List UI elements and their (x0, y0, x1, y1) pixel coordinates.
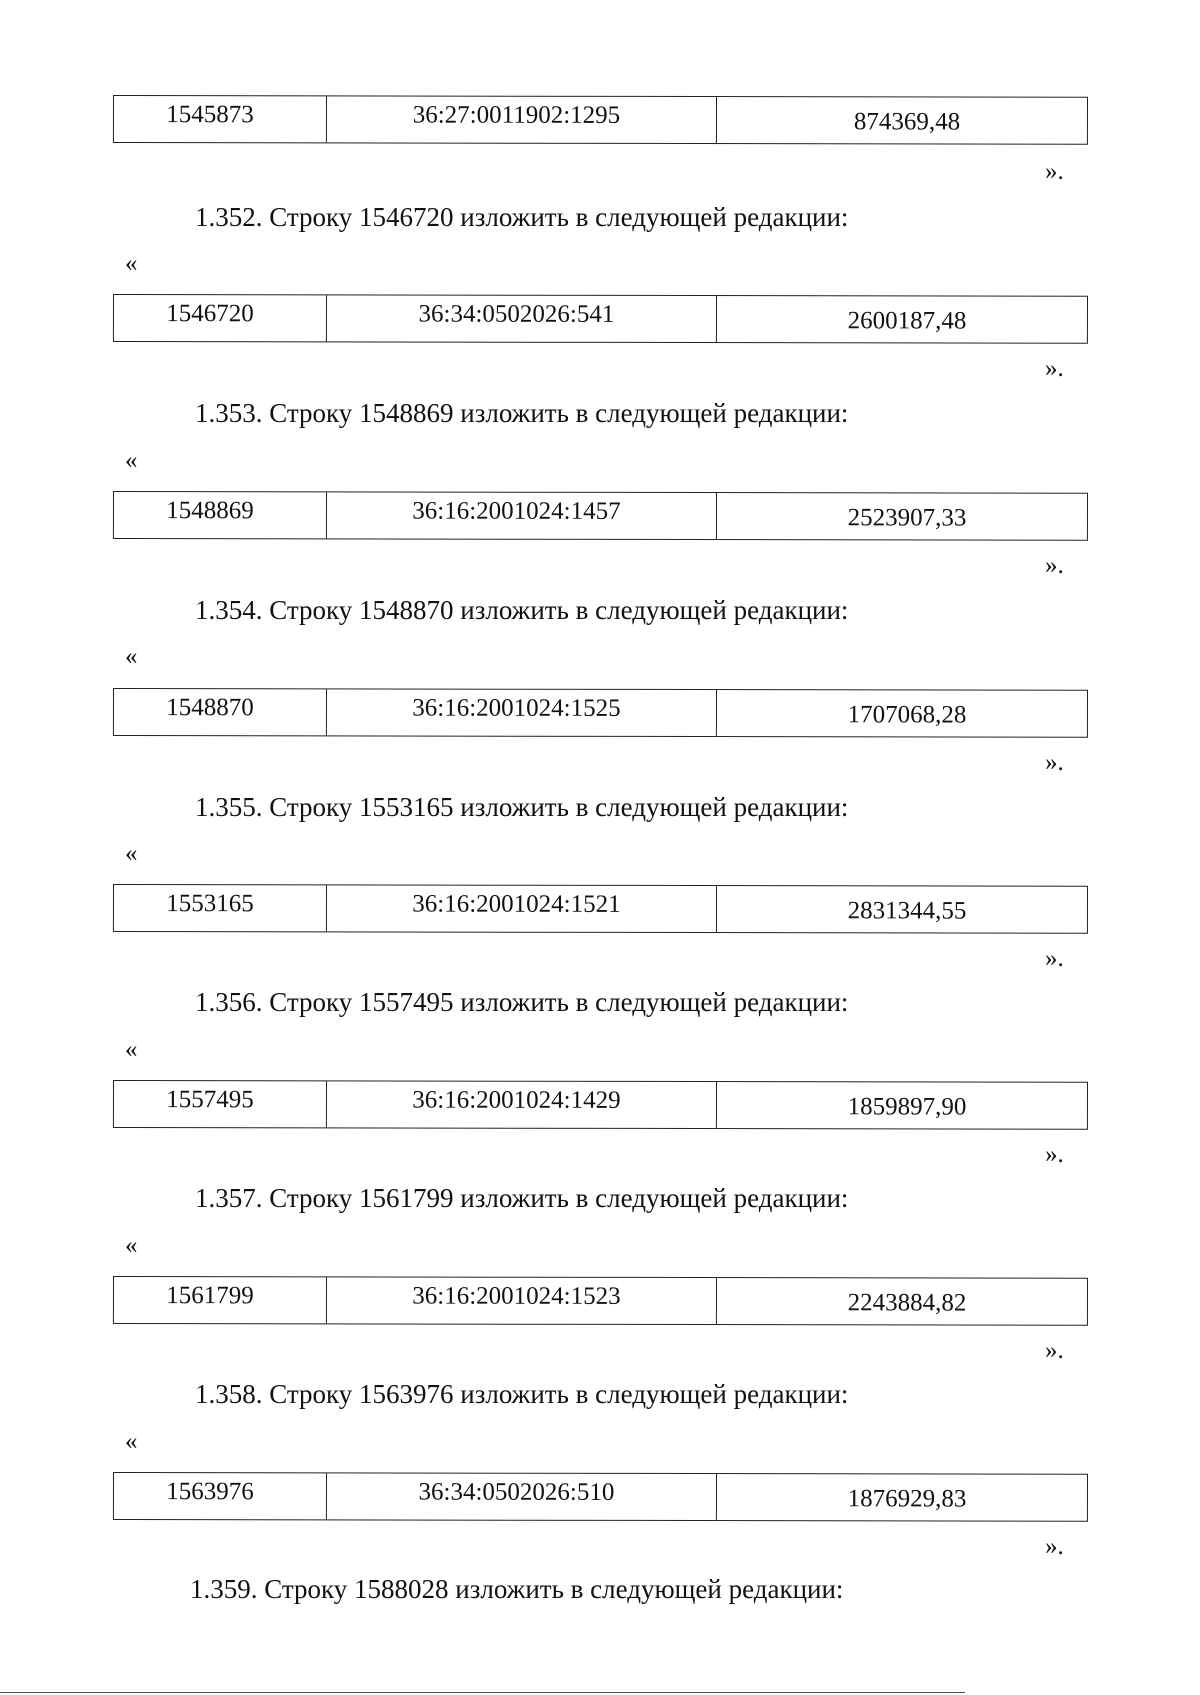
cadastral-value: 2600187,48 (847, 307, 967, 335)
row-number: 1553165 (114, 885, 327, 931)
instruction-text: 1.357. Строку 1561799 изложить в следующей редакции: (195, 1183, 849, 1213)
instruction-text: 1.356. Строку 1557495 изложить в следующей редакции: (195, 987, 849, 1017)
row-number: 1546720 (114, 295, 327, 341)
table-row (113, 1080, 1088, 1130)
closing-quote: ». (1045, 552, 1064, 579)
opening-quote: « (125, 250, 138, 277)
cadastral-value: 1859897,90 (847, 1093, 967, 1121)
table-row (113, 95, 1088, 145)
table-row (113, 1276, 1088, 1326)
closing-quote: ». (1045, 158, 1064, 185)
cadastral-number: 36:16:2001024:1521 (327, 885, 717, 932)
row-number: 1561799 (114, 1277, 327, 1323)
table-row (113, 1472, 1088, 1522)
cadastral-value: 2243884,82 (847, 1289, 967, 1317)
instruction-text: 1.355. Строку 1553165 изложить в следующей редакции: (195, 792, 849, 822)
cadastral-number: 36:34:0502026:510 (327, 1473, 717, 1520)
opening-quote: « (125, 1232, 138, 1259)
closing-quote: ». (1045, 355, 1064, 382)
table-row (113, 491, 1088, 541)
opening-quote: « (125, 447, 138, 474)
cadastral-number: 36:16:2001024:1525 (327, 689, 717, 736)
closing-quote: ». (1045, 1533, 1064, 1560)
opening-quote: « (125, 1428, 138, 1455)
cadastral-number: 36:27:0011902:1295 (327, 96, 717, 143)
closing-quote: ». (1045, 945, 1064, 972)
cadastral-number: 36:16:2001024:1429 (327, 1081, 717, 1128)
page-bottom-rule (0, 1692, 965, 1693)
cadastral-value: 1707068,28 (847, 701, 967, 729)
cadastral-number: 36:16:2001024:1457 (327, 492, 717, 539)
instruction-text: 1.352. Строку 1546720 изложить в следующей редакции: (195, 202, 849, 232)
instruction-text: 1.358. Строку 1563976 изложить в следующей редакции: (195, 1379, 849, 1409)
row-number: 1548869 (114, 492, 327, 538)
cadastral-number: 36:34:0502026:541 (327, 295, 717, 342)
row-number: 1545873 (114, 96, 327, 142)
cadastral-value: 874369,48 (853, 108, 961, 136)
row-number: 1563976 (114, 1473, 327, 1519)
cadastral-value: 1876929,83 (847, 1485, 967, 1513)
closing-quote: ». (1045, 1141, 1064, 1168)
row-number: 1557495 (114, 1081, 327, 1127)
table-row (113, 884, 1088, 934)
table-row (113, 688, 1088, 738)
opening-quote: « (125, 1036, 138, 1063)
closing-quote: ». (1045, 749, 1064, 776)
instruction-text: 1.354. Строку 1548870 изложить в следующей редакции: (195, 595, 849, 625)
row-number: 1548870 (114, 689, 327, 735)
instruction-text: 1.353. Строку 1548869 изложить в следующей редакции: (195, 398, 849, 428)
instruction-text: 1.359. Строку 1588028 изложить в следующей редакции: (190, 1574, 844, 1604)
opening-quote: « (125, 840, 138, 867)
cadastral-value: 2831344,55 (847, 897, 967, 925)
table-row (113, 294, 1088, 344)
opening-quote: « (125, 643, 138, 670)
closing-quote: ». (1045, 1337, 1064, 1364)
cadastral-value: 2523907,33 (847, 504, 967, 532)
cadastral-number: 36:16:2001024:1523 (327, 1277, 717, 1324)
